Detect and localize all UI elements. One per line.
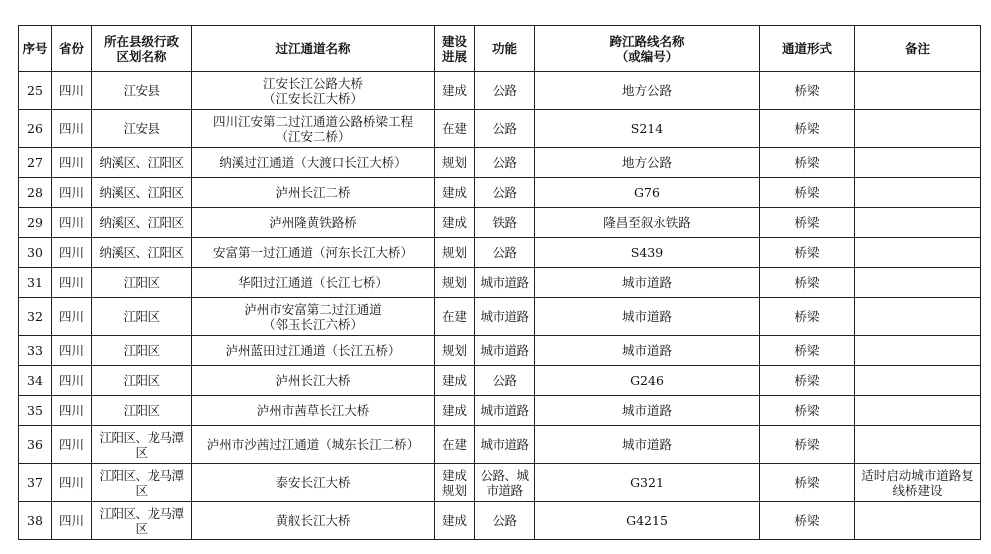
channel-name-cell-line: 泸州蓝田过江通道（长江五桥） (225, 343, 401, 358)
function-cell (475, 208, 535, 238)
channel-name-cell (192, 426, 435, 464)
header-province: 省份 (52, 26, 92, 72)
seq-cell: 36 (19, 426, 52, 464)
county-cell (92, 238, 192, 268)
status-cell (435, 396, 475, 426)
channel-name-cell (192, 178, 435, 208)
note-cell (855, 298, 981, 336)
table-row (19, 110, 981, 148)
seq-cell: 27 (19, 148, 52, 178)
channel-name-cell-line: 黄舣长江大桥 (275, 513, 351, 528)
table-row (19, 502, 981, 540)
channel-name-cell-line: 纳溪过江通道（大渡口长江大桥） (219, 155, 407, 170)
status-cell-line: 在建 (441, 309, 467, 324)
channel-name-cell-line: 泸州长江二桥 (275, 185, 351, 200)
province-cell: 四川 (52, 336, 92, 366)
channel-name-cell (192, 268, 435, 298)
route-cell: 隆昌至叙永铁路 (535, 208, 760, 238)
table-row (19, 72, 981, 110)
function-cell-line: 城市道路 (480, 309, 529, 324)
seq-cell: 29 (19, 208, 52, 238)
status-cell (435, 208, 475, 238)
table-row (19, 396, 981, 426)
channel-name-cell-line: 四川江安第二过江通道公路桥梁工程 (212, 113, 413, 129)
header-route: 跨江路线名称 （或编号） (535, 26, 760, 72)
seq-cell: 38 (19, 502, 52, 540)
header-channel-name: 过江通道名称 (192, 26, 435, 72)
form-cell: 桥梁 (760, 426, 855, 464)
province-cell: 四川 (52, 72, 92, 110)
channel-name-cell (192, 464, 435, 502)
province-cell: 四川 (52, 110, 92, 148)
status-cell-line: 规划 (441, 275, 467, 290)
note-cell (855, 148, 981, 178)
route-cell: 城市道路 (535, 426, 760, 464)
county-cell (92, 396, 192, 426)
note-cell (855, 396, 981, 426)
channel-name-cell (192, 396, 435, 426)
status-cell-line: 建成 (441, 513, 467, 528)
county-cell (92, 268, 192, 298)
county-cell-line: 江阳区 (123, 343, 160, 358)
status-cell-line: 在建 (441, 121, 467, 136)
status-cell-line: 规划 (441, 482, 467, 498)
function-cell (475, 110, 535, 148)
header-county: 所在县级行政 区划名称 (92, 26, 192, 72)
note-cell (855, 72, 981, 110)
function-cell (475, 502, 535, 540)
route-cell: 城市道路 (535, 298, 760, 336)
note-cell (855, 238, 981, 268)
county-cell-line: 江阳区、龙马潭 (99, 467, 184, 483)
status-cell (435, 110, 475, 148)
channel-name-cell-line: （邻玉长江六桥） (262, 316, 363, 332)
route-cell: G246 (535, 366, 760, 396)
form-cell: 桥梁 (760, 396, 855, 426)
form-cell: 桥梁 (760, 148, 855, 178)
channel-name-cell (192, 298, 435, 336)
county-cell-line: 江阳区、龙马潭 (99, 505, 184, 521)
function-cell-line: 公路 (492, 513, 517, 528)
route-cell: G76 (535, 178, 760, 208)
status-cell-line: 建成 (441, 373, 467, 388)
county-cell (92, 178, 192, 208)
status-cell-line: 建成 (441, 83, 467, 98)
channel-name-cell-line: 泰安长江大桥 (275, 475, 351, 490)
function-cell (475, 366, 535, 396)
note-cell (855, 366, 981, 396)
county-cell-line: 纳溪区、江阳区 (99, 245, 184, 260)
status-cell (435, 502, 475, 540)
status-cell (435, 464, 475, 502)
county-cell-line: 纳溪区、江阳区 (99, 155, 184, 170)
form-cell: 桥梁 (760, 298, 855, 336)
status-cell-line: 规划 (441, 155, 467, 170)
county-cell-line: 江阳区 (123, 275, 160, 290)
form-cell: 桥梁 (760, 72, 855, 110)
note-cell-line: 适时启动城市道路复 (861, 467, 974, 483)
channel-name-cell-line: 泸州隆黄铁路桥 (269, 215, 357, 230)
channel-name-cell-line: 泸州市茜草长江大桥 (256, 403, 370, 418)
county-cell (92, 502, 192, 540)
province-cell: 四川 (52, 148, 92, 178)
table-row (19, 208, 981, 238)
province-cell: 四川 (52, 268, 92, 298)
function-cell-line: 公路 (492, 185, 517, 200)
channel-name-cell-line: 江安长江公路大桥 (262, 75, 363, 91)
county-cell-line: 江阳区 (123, 403, 160, 418)
table-body (19, 72, 981, 540)
note-cell (855, 464, 981, 502)
county-cell-line: 区 (135, 444, 148, 460)
status-cell (435, 72, 475, 110)
county-cell (92, 366, 192, 396)
function-cell-line: 市道路 (486, 482, 523, 498)
form-cell: 桥梁 (760, 464, 855, 502)
channel-name-cell-line: 泸州市安富第二过江通道 (244, 301, 382, 317)
status-cell (435, 366, 475, 396)
status-cell-line: 建成 (441, 467, 467, 483)
route-cell: G321 (535, 464, 760, 502)
function-cell-line: 城市道路 (480, 275, 529, 290)
status-cell-line: 规划 (441, 343, 467, 358)
province-cell: 四川 (52, 298, 92, 336)
table-row (19, 336, 981, 366)
seq-cell: 33 (19, 336, 52, 366)
form-cell: 桥梁 (760, 336, 855, 366)
table-row (19, 366, 981, 396)
function-cell (475, 148, 535, 178)
function-cell-line: 城市道路 (480, 437, 529, 452)
status-cell (435, 178, 475, 208)
function-cell-line: 公路 (492, 245, 517, 260)
note-cell (855, 208, 981, 238)
channel-name-cell-line: 安富第一过江通道（河东长江大桥） (212, 245, 413, 260)
province-cell: 四川 (52, 178, 92, 208)
status-cell (435, 148, 475, 178)
county-cell (92, 110, 192, 148)
route-cell: 城市道路 (535, 396, 760, 426)
form-cell: 桥梁 (760, 110, 855, 148)
county-cell-line: 纳溪区、江阳区 (99, 215, 184, 230)
table-row (19, 238, 981, 268)
county-cell (92, 148, 192, 178)
function-cell-line: 城市道路 (480, 403, 529, 418)
county-cell-line: 江阳区 (123, 309, 160, 324)
seq-cell: 25 (19, 72, 52, 110)
seq-cell: 28 (19, 178, 52, 208)
channel-name-cell (192, 110, 435, 148)
function-cell-line: 公路 (492, 121, 517, 136)
function-cell (475, 396, 535, 426)
crossing-table (18, 25, 981, 540)
function-cell (475, 464, 535, 502)
function-cell-line: 公路 (492, 83, 517, 98)
seq-cell: 35 (19, 396, 52, 426)
seq-cell: 32 (19, 298, 52, 336)
note-cell (855, 110, 981, 148)
header-status: 建设 进展 (435, 26, 475, 72)
county-cell-line: 区 (135, 482, 148, 498)
header-form: 通道形式 (760, 26, 855, 72)
table-row (19, 298, 981, 336)
function-cell (475, 268, 535, 298)
county-cell-line: 江阳区、龙马潭 (99, 429, 184, 445)
county-cell-line: 纳溪区、江阳区 (99, 185, 184, 200)
note-cell (855, 426, 981, 464)
channel-name-cell (192, 72, 435, 110)
province-cell: 四川 (52, 396, 92, 426)
seq-cell: 37 (19, 464, 52, 502)
function-cell (475, 298, 535, 336)
header-note: 备注 (855, 26, 981, 72)
header-seq: 序号 (19, 26, 52, 72)
form-cell: 桥梁 (760, 208, 855, 238)
table-header-row (19, 26, 981, 72)
function-cell (475, 336, 535, 366)
note-cell (855, 178, 981, 208)
function-cell (475, 238, 535, 268)
note-cell (855, 502, 981, 540)
function-cell-line: 铁路 (492, 215, 517, 230)
province-cell: 四川 (52, 464, 92, 502)
channel-name-cell-line: 泸州长江大桥 (275, 373, 351, 388)
table-row (19, 148, 981, 178)
status-cell-line: 建成 (441, 403, 467, 418)
county-cell-line: 区 (135, 520, 148, 536)
channel-name-cell-line: （江安长江大桥） (262, 90, 363, 106)
function-cell (475, 426, 535, 464)
channel-name-cell (192, 366, 435, 396)
status-cell-line: 建成 (441, 215, 467, 230)
county-cell-line: 江安县 (123, 121, 160, 136)
form-cell: 桥梁 (760, 178, 855, 208)
channel-name-cell-line: 华阳过江通道（长江七桥） (237, 275, 388, 290)
status-cell-line: 在建 (441, 437, 467, 452)
route-cell: 城市道路 (535, 268, 760, 298)
channel-name-cell-line: （江安二桥） (275, 128, 351, 144)
status-cell (435, 238, 475, 268)
county-cell (92, 72, 192, 110)
route-cell: S439 (535, 238, 760, 268)
route-cell: G4215 (535, 502, 760, 540)
channel-name-cell (192, 336, 435, 366)
form-cell: 桥梁 (760, 268, 855, 298)
table-row (19, 426, 981, 464)
table-row (19, 178, 981, 208)
status-cell-line: 规划 (441, 245, 467, 260)
note-cell (855, 336, 981, 366)
form-cell: 桥梁 (760, 238, 855, 268)
channel-name-cell (192, 208, 435, 238)
county-cell-line: 江阳区 (123, 373, 160, 388)
table-row (19, 268, 981, 298)
function-cell-line: 公路 (492, 155, 517, 170)
county-cell (92, 464, 192, 502)
status-cell (435, 426, 475, 464)
seq-cell: 34 (19, 366, 52, 396)
channel-name-cell-line: 泸州市沙茜过江通道（城东长江二桥） (206, 437, 420, 452)
function-cell-line: 城市道路 (480, 343, 529, 358)
route-cell: 地方公路 (535, 148, 760, 178)
county-cell (92, 426, 192, 464)
function-cell (475, 178, 535, 208)
header-function: 功能 (475, 26, 535, 72)
seq-cell: 30 (19, 238, 52, 268)
route-cell: S214 (535, 110, 760, 148)
status-cell (435, 298, 475, 336)
province-cell: 四川 (52, 426, 92, 464)
function-cell-line: 公路、城 (480, 467, 529, 483)
function-cell-line: 公路 (492, 373, 517, 388)
form-cell: 桥梁 (760, 502, 855, 540)
seq-cell: 31 (19, 268, 52, 298)
form-cell: 桥梁 (760, 366, 855, 396)
county-cell (92, 298, 192, 336)
status-cell-line: 建成 (441, 185, 467, 200)
status-cell (435, 336, 475, 366)
channel-name-cell (192, 148, 435, 178)
county-cell (92, 208, 192, 238)
channel-name-cell (192, 238, 435, 268)
county-cell-line: 江安县 (123, 83, 160, 98)
table-row (19, 464, 981, 502)
province-cell: 四川 (52, 366, 92, 396)
province-cell: 四川 (52, 208, 92, 238)
province-cell: 四川 (52, 502, 92, 540)
route-cell: 地方公路 (535, 72, 760, 110)
channel-name-cell (192, 502, 435, 540)
route-cell: 城市道路 (535, 336, 760, 366)
note-cell (855, 268, 981, 298)
function-cell (475, 72, 535, 110)
seq-cell: 26 (19, 110, 52, 148)
county-cell (92, 336, 192, 366)
province-cell: 四川 (52, 238, 92, 268)
status-cell (435, 268, 475, 298)
note-cell-line: 线桥建设 (892, 482, 943, 498)
